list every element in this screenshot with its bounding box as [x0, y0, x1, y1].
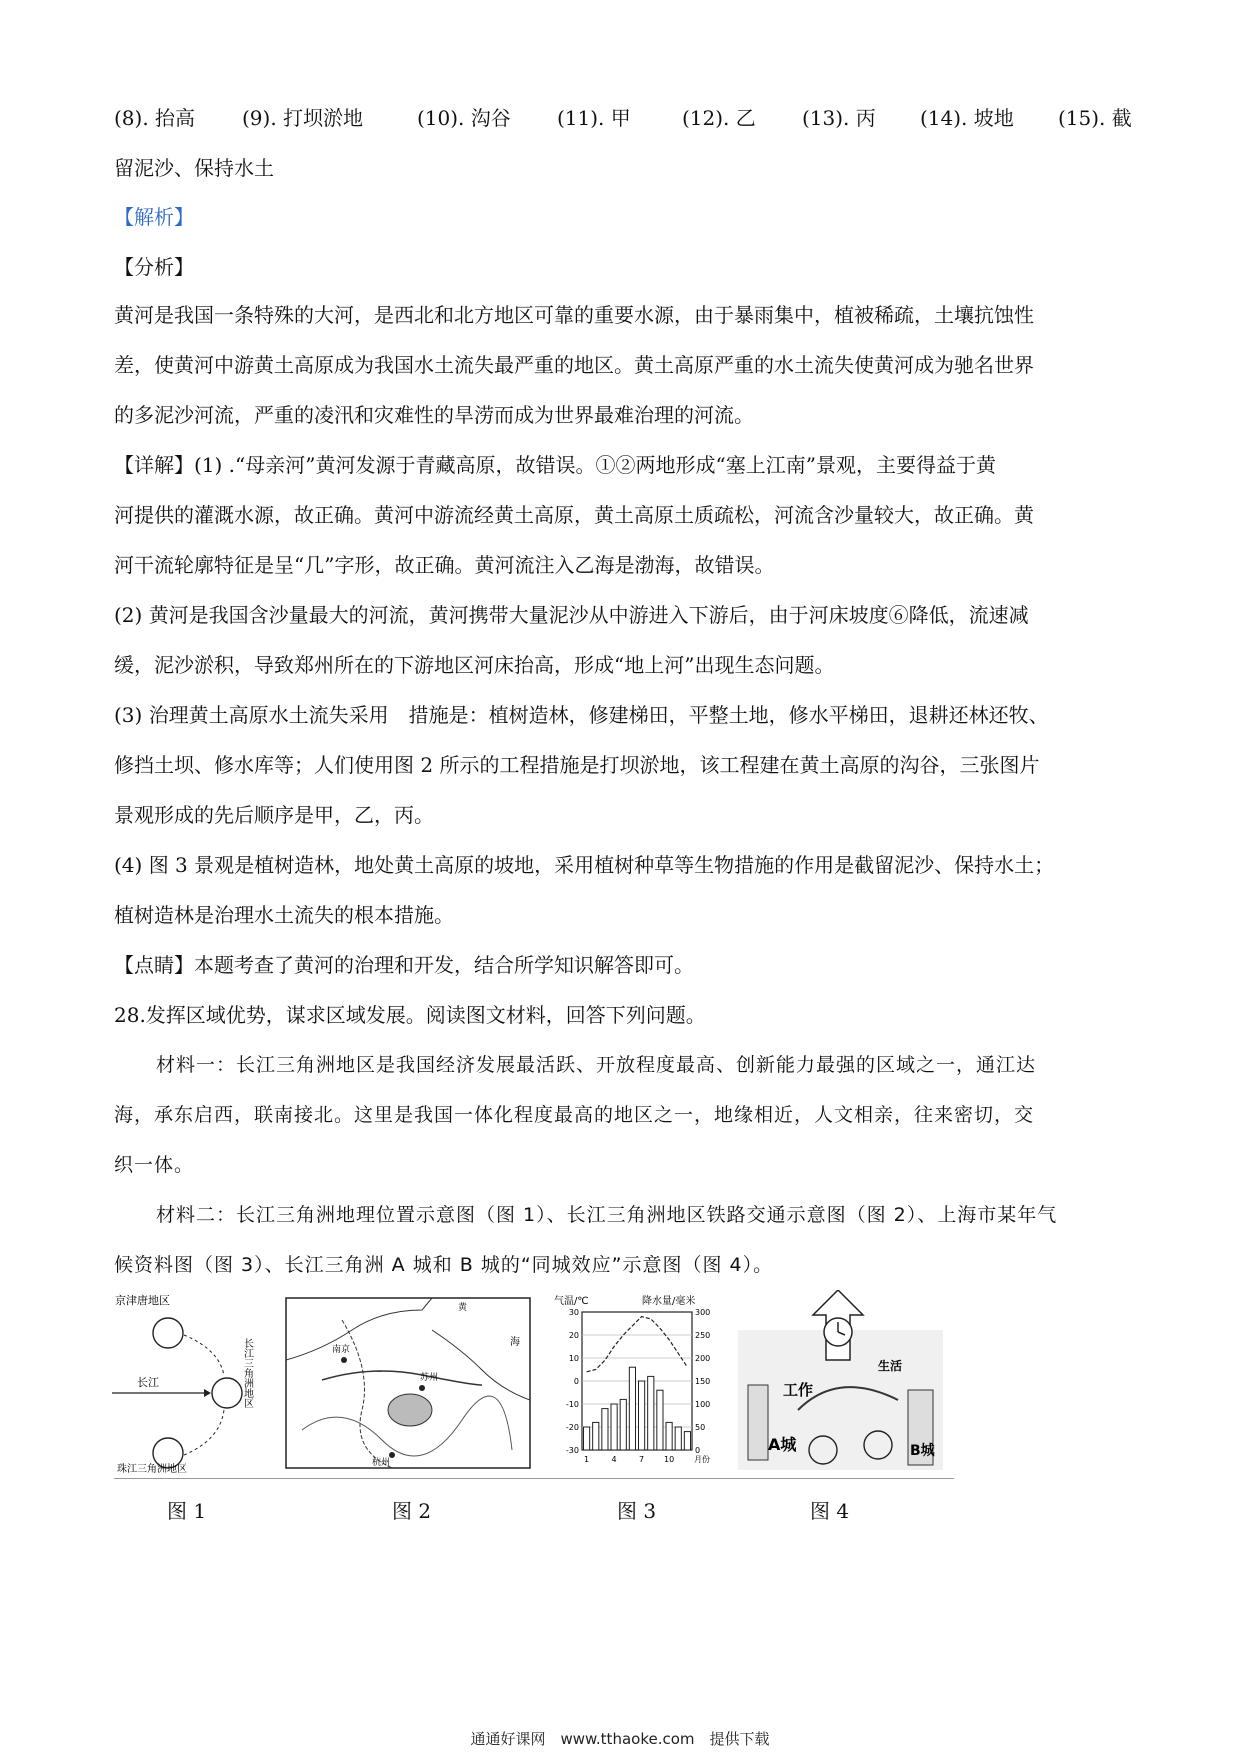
q3-line-2: 修挡土坝、修水库等；人们使用图 2 所示的工程措施是打坝淤地，该工程建在黄土高原的沟谷，三张图片 [114, 753, 1040, 777]
material1-line-2: 海，承东启西，联南接北。这里是我国一体化程度最高的地区之一，地缘相近，人文相亲，往来密切，交 [114, 1104, 1035, 1126]
fig1-mid-circle [212, 1378, 242, 1408]
fig3-precip-bar [611, 1404, 617, 1450]
fig3-left-tick: 0 [573, 1377, 579, 1386]
fig3-precip-bar [620, 1399, 626, 1450]
page-footer: 通通好课网 www.tthaoke.com 提供下载 [470, 1730, 770, 1748]
fig3-x-unit: 月份 [694, 1455, 710, 1464]
xiangjie-line-2: 河提供的灌溉水源，故正确。黄河中游流经黄土高原，黄土高原土质疏松，河流含沙量较大，故正确。黄 [114, 503, 1034, 527]
fig1-top-circle [153, 1318, 183, 1348]
figure-baseline [114, 1478, 954, 1479]
fig1-link-bottom [184, 1410, 224, 1455]
fig3-right-tick: 200 [695, 1354, 711, 1363]
fig3-right-title: 降水量/毫米 [642, 1296, 696, 1307]
material1-line-3: 织一体。 [114, 1154, 195, 1176]
fig3-precip-bar [657, 1390, 663, 1450]
fig3-precip-bar [593, 1422, 599, 1450]
fig3-precip-bar [666, 1422, 672, 1450]
fig3-left-title: 气温/℃ [554, 1296, 589, 1307]
fig2-city-suzhou: 苏州 [420, 1373, 439, 1383]
q2-line-2: 缓，泥沙淤积，导致郑州所在的下游地区河床抬高，形成“地上河”出现生态问题。 [114, 653, 835, 677]
fenxi-line-1: 黄河是我国一条特殊的大河，是西北和北方地区可靠的重要水源，由于暴雨集中，植被稀疏，土壤抗蚀性 [114, 303, 1034, 327]
xiangjie-line-1: 【详解】(1) .“母亲河”黄河发源于青藏高原，故错误。①②两地形成“塞上江南”景观，主要得益于黄 [114, 453, 996, 477]
fig3-x-tick: 7 [639, 1455, 645, 1464]
fig3-right-ticks [695, 1308, 710, 1455]
fig3-x-tick: 10 [663, 1455, 675, 1464]
fig3-precip-bar [639, 1381, 645, 1450]
fig2-city-nanjing: 南京 [332, 1345, 351, 1355]
fig3-x-ticks [584, 1454, 710, 1464]
figure-3-climate-chart [552, 1290, 722, 1475]
fig4-caption: 图 4 [810, 1499, 850, 1523]
fig1-caption: 图 1 [167, 1499, 207, 1523]
fig3-right-tick: 50 [695, 1423, 706, 1432]
fig3-left-tick: 20 [568, 1331, 579, 1340]
fenxi-heading: 【分析】 [114, 255, 194, 279]
answer-9: (9). 打坝淤地 [242, 106, 364, 130]
fig3-bars [584, 1367, 691, 1450]
fig3-left-tick: -20 [565, 1423, 579, 1432]
fig2-city-dot-1 [341, 1357, 347, 1363]
q2-line-1: (2) 黄河是我国含沙量最大的河流，黄河携带大量泥沙从中游进入下游后，由于河床坡度⑥降低，流速减 [114, 603, 1029, 627]
fig1-link-top [184, 1335, 224, 1376]
fig3-caption: 图 3 [617, 1499, 657, 1523]
dianjing-line: 【点睛】本题考查了黄河的治理和开发，结合所学知识解答即可。 [114, 953, 694, 977]
fig3-precip-bar [648, 1376, 654, 1450]
q4-line-1: (4) 图 3 景观是植树造林，地处黄土高原的坡地，采用植树种草等生物措施的作用是截留泥沙、保持水土； [114, 853, 1055, 877]
fig3-precip-bar [675, 1427, 681, 1450]
fig3-right-tick: 100 [695, 1400, 711, 1409]
fig3-left-tick: 10 [568, 1354, 579, 1363]
fig2-sea-label: 海 [510, 1337, 520, 1348]
fig3-precip-bar [684, 1432, 690, 1450]
q3-line-3: 景观形成的先后顺序是甲，乙，丙。 [114, 803, 434, 827]
fig3-precip-bar [602, 1409, 608, 1450]
fig3-x-tick: 1 [584, 1455, 590, 1464]
fig2-frame [286, 1298, 530, 1468]
figure-4-cartoon [738, 1290, 948, 1475]
material1-line-1: 材料一：长江三角洲地区是我国经济发展最活跃、开放程度最高、创新能力最强的区域之一，通江达 [156, 1054, 1037, 1076]
jiexi-heading: 【解析】 [114, 205, 194, 229]
fig3-left-tick: 30 [568, 1308, 579, 1317]
fig2-city-dot-2 [419, 1385, 425, 1391]
fig1-top-label: 京津唐地区 [115, 1294, 170, 1307]
fig3-left-ticks [566, 1308, 579, 1455]
fig3-temperature-line [587, 1317, 688, 1372]
material2-line-1: 材料二：长江三角洲地理位置示意图（图 1）、长江三角洲地区铁路交通示意图（图 2）、上海市某年气 [156, 1204, 1058, 1226]
fig2-city-hangzhou: 杭州 [372, 1458, 391, 1468]
answer-11: (11). 甲 [557, 106, 631, 130]
answer-15-continued: 留泥沙、保持水土 [114, 156, 274, 180]
fig3-left-tick: -30 [565, 1446, 579, 1455]
fig3-x-tick: 4 [611, 1455, 617, 1464]
fig3-left-tick: -10 [565, 1400, 579, 1409]
answer-13: (13). 丙 [802, 106, 876, 130]
fig3-precip-bar [629, 1367, 635, 1450]
fig3-precip-bar [584, 1427, 590, 1450]
q3-line-1: (3) 治理黄土高原水土流失采用 措施是：植树造林，修建梯田，平整土地，修水平梯田，退耕还林还牧、 [114, 703, 1049, 727]
fig2-north-label: 黄 [458, 1303, 468, 1313]
fig1-river-label: 长江 [137, 1376, 159, 1389]
fenxi-line-2: 差，使黄河中游黄土高原成为我国水土流失最严重的地区。黄土高原严重的水土流失使黄河成为驰名世界 [114, 353, 1034, 377]
fig2-caption: 图 2 [392, 1499, 432, 1523]
fig4-b-city: B城 [910, 1443, 935, 1459]
fig1-arrow-head [204, 1389, 211, 1397]
fig2-lake-taihu [388, 1394, 432, 1426]
figure-2-map [282, 1290, 534, 1475]
fig3-right-tick: 300 [695, 1308, 711, 1317]
material2-line-2: 候资料图（图 3）、长江三角洲 A 城和 B 城的“同城效应”示意图（图 4）。 [114, 1254, 774, 1276]
fig4-building-a [748, 1385, 768, 1460]
fig1-mid-label: 长江三角洲地区 [241, 1338, 253, 1408]
figure-1-diagram [112, 1290, 262, 1475]
question-28: 28.发挥区域优势，谋求区域发展。阅读图文材料，回答下列问题。 [114, 1003, 706, 1027]
answer-14: (14). 坡地 [920, 106, 1014, 130]
answer-8: (8). 抬高 [114, 106, 196, 130]
fig4-work-label: 工作 [783, 1381, 814, 1399]
fig3-right-tick: 250 [695, 1331, 711, 1340]
answer-15: (15). 截 [1058, 106, 1132, 130]
answer-10: (10). 沟谷 [417, 106, 511, 130]
q4-line-2: 植树造林是治理水土流失的根本措施。 [114, 903, 454, 927]
fenxi-line-3: 的多泥沙河流，严重的凌汛和灾难性的旱涝而成为世界最难治理的河流。 [114, 403, 754, 427]
fig3-right-tick: 150 [695, 1377, 711, 1386]
fig3-right-tick: 0 [695, 1446, 701, 1455]
fig4-a-city: A城 [768, 1435, 797, 1454]
fig4-life-label: 生活 [878, 1359, 903, 1373]
answer-12: (12). 乙 [682, 106, 756, 130]
xiangjie-line-3: 河干流轮廓特征是呈“几”字形，故正确。黄河流注入乙海是渤海，故错误。 [114, 553, 775, 577]
fig1-bottom-label: 珠江三角洲地区 [117, 1464, 187, 1475]
